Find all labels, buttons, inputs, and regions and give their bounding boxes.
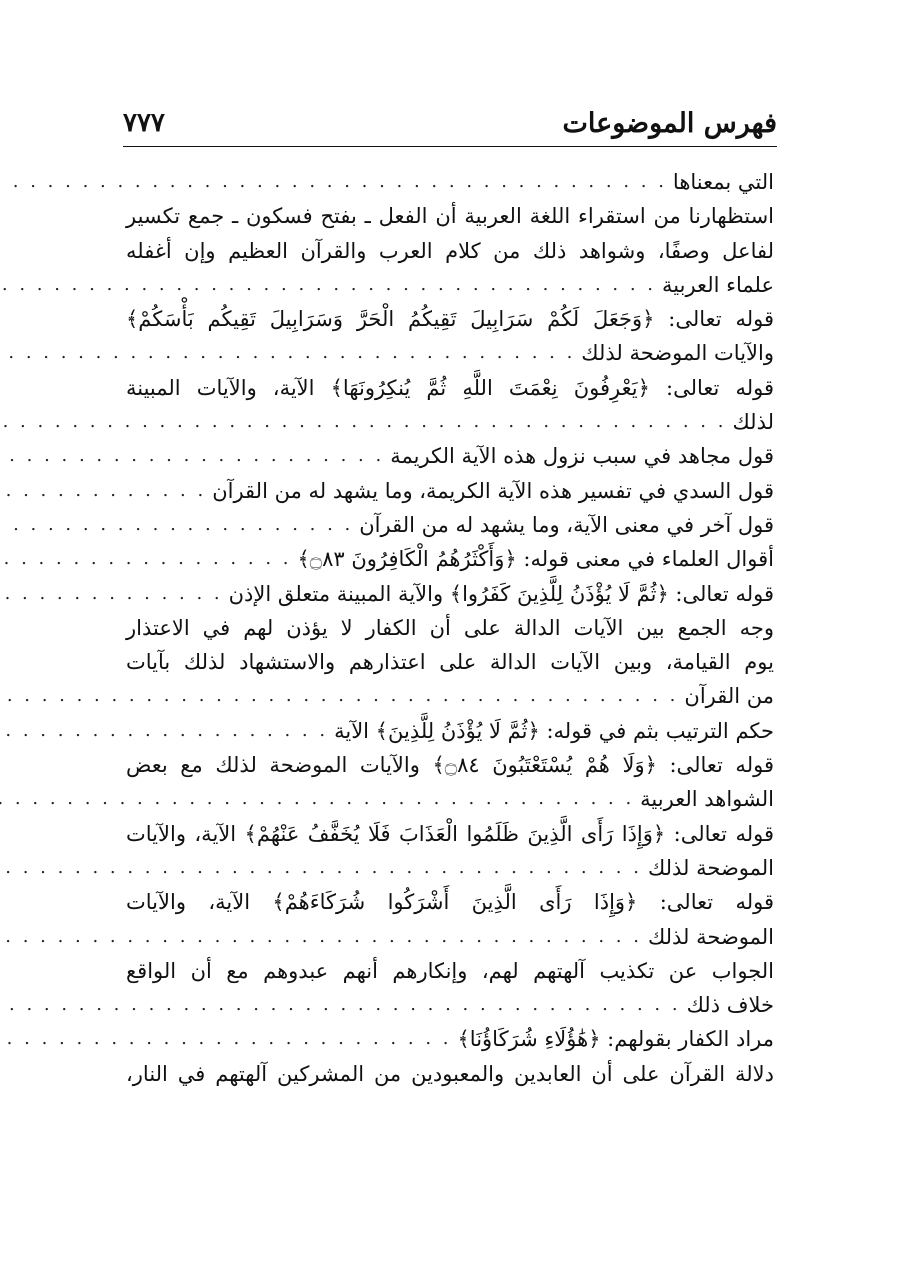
index-entry-line <box>126 165 774 199</box>
entry-text: قول آخر في معنى الآية، وما يشهد له من القرآن <box>359 512 774 537</box>
entry-text: لذلك <box>732 410 774 435</box>
index-entry-line <box>126 714 774 748</box>
index-entry-line <box>126 748 774 782</box>
dot-leader <box>0 577 223 611</box>
entry-text: قول مجاهد في سبب نزول هذه الآية الكريمة <box>390 444 774 469</box>
dot-leader <box>0 165 667 199</box>
dot-leader <box>0 508 353 542</box>
index-entry-line <box>126 782 774 816</box>
entry-text: وجه الجمع بين الآيات الدالة على أن الكفار لا يؤذن لهم في الاعتذار <box>126 615 774 640</box>
dot-leader <box>0 268 656 302</box>
entry-text: الموضحة لذلك <box>647 924 774 949</box>
index-entry-line <box>126 577 774 611</box>
entry-text: علماء العربية <box>662 272 774 297</box>
dot-leader <box>0 851 642 885</box>
entry-text: قول السدي في تفسير هذه الآية الكريمة، وما يشهد له من القرآن <box>212 478 774 503</box>
dot-leader <box>0 474 206 508</box>
index-entry-line <box>126 679 774 713</box>
index-entry-line <box>126 199 774 233</box>
index-entry-line <box>126 474 774 508</box>
index-entry-line <box>126 611 774 645</box>
index-entry-line <box>126 336 774 370</box>
entry-text: دلالة القرآن على أن العابدين والمعبودين من المشركين آلهتهم في النار، <box>126 1061 774 1086</box>
index-entry-line <box>126 302 774 336</box>
index-entry-line <box>126 885 774 919</box>
header-rule <box>123 146 777 147</box>
entry-text: الجواب عن تكذيب آلهتهم لهم، وإنكارهم أنهم عبدوهم مع أن الواقع <box>126 958 774 983</box>
entry-text: قوله تعالى: ﴿ثُمَّ لَا يُؤْذَنُ لِلَّذِينَ كَفَرُوا﴾ والآية المبينة متعلق الإذن <box>228 581 774 606</box>
index-entry-line <box>126 817 774 851</box>
dot-leader <box>0 714 328 748</box>
index-entry-line <box>126 1022 774 1056</box>
dot-leader <box>0 405 726 439</box>
index-entry-line <box>126 920 774 954</box>
entry-text: الموضحة لذلك <box>647 855 774 880</box>
index-entry-line <box>126 954 774 988</box>
page-number: ٧٧٧ <box>123 108 165 138</box>
index-entry-line <box>126 371 774 405</box>
index-entry-line <box>126 439 774 473</box>
dot-leader <box>0 920 642 954</box>
entry-text: حكم الترتيب بثم في قوله: ﴿ثُمَّ لَا يُؤْذَنُ لِلَّذِينَ﴾ الآية <box>334 718 774 743</box>
entry-text: استظهارنا من استقراء اللغة العربية أن الفعل ـ بفتح فسكون ـ جمع تكسير <box>126 204 774 229</box>
entry-text: مراد الكفار بقولهم: ﴿هَٰؤُلَاءِ شُرَكَاؤُنَا﴾ <box>457 1027 774 1052</box>
entry-text: يوم القيامة، وبين الآيات الدالة على اعتذارهم والاستشهاد لذلك بآيات <box>126 650 774 675</box>
dot-leader <box>0 1022 451 1056</box>
running-title: فهرس الموضوعات <box>562 108 777 139</box>
entry-text: قوله تعالى: ﴿وَإِذَا رَأَى الَّذِينَ ظَلَمُوا الْعَذَابَ فَلَا يُخَفَّفُ عَنْهُمْ﴾ الآية، والآيات <box>126 821 774 846</box>
index-entry-line <box>126 1057 774 1091</box>
index-entry-line <box>126 988 774 1022</box>
entry-text: لفاعل وصفًا، وشواهد ذلك من كلام العرب والقرآن العظيم وإن أغفله <box>126 238 774 263</box>
dot-leader <box>0 679 678 713</box>
entry-text: قوله تعالى: ﴿يَعْرِفُونَ نِعْمَتَ اللَّهِ ثُمَّ يُنكِرُونَهَا﴾ الآية، والآيات المبينة <box>126 375 774 400</box>
dot-leader <box>0 988 681 1022</box>
page-header <box>123 98 777 146</box>
entry-text: من القرآن <box>684 684 774 709</box>
entry-text: أقوال العلماء في معنى قوله: ﴿وَأَكْثَرُهُمُ الْكَافِرُونَ ۝٨٣﴾ <box>297 547 774 572</box>
index-entry-line <box>126 645 774 679</box>
entry-text: قوله تعالى: ﴿وَإِذَا رَأَى الَّذِينَ أَشْرَكُوا شُرَكَاءَهُمْ﴾ الآية، والآيات <box>126 890 774 915</box>
entry-text: قوله تعالى: ﴿وَلَا هُمْ يُسْتَعْتَبُونَ ۝٨٤﴾ والآيات الموضحة لذلك مع بعض <box>126 753 774 778</box>
entry-text: خلاف ذلك <box>686 993 774 1018</box>
entry-text: والآيات الموضحة لذلك <box>581 341 774 366</box>
entry-text: الشواهد العربية <box>640 787 774 812</box>
index-entry-line <box>126 542 774 576</box>
dot-leader <box>0 542 291 576</box>
index-entry-line <box>126 508 774 542</box>
index-entry-line <box>126 851 774 885</box>
index-entry-line <box>126 268 774 302</box>
dot-leader <box>0 782 634 816</box>
dot-leader <box>0 336 575 370</box>
entry-text: التي بمعناها <box>672 170 774 194</box>
index-entry-line <box>126 405 774 439</box>
index-list <box>126 165 774 1091</box>
dot-leader <box>0 439 384 473</box>
index-entry-line <box>126 234 774 268</box>
entry-text: قوله تعالى: ﴿وَجَعَلَ لَكُمْ سَرَابِيلَ تَقِيكُمُ الْحَرَّ وَسَرَابِيلَ تَقِيكُم بَأْسَكُمْ﴾ <box>126 307 774 332</box>
